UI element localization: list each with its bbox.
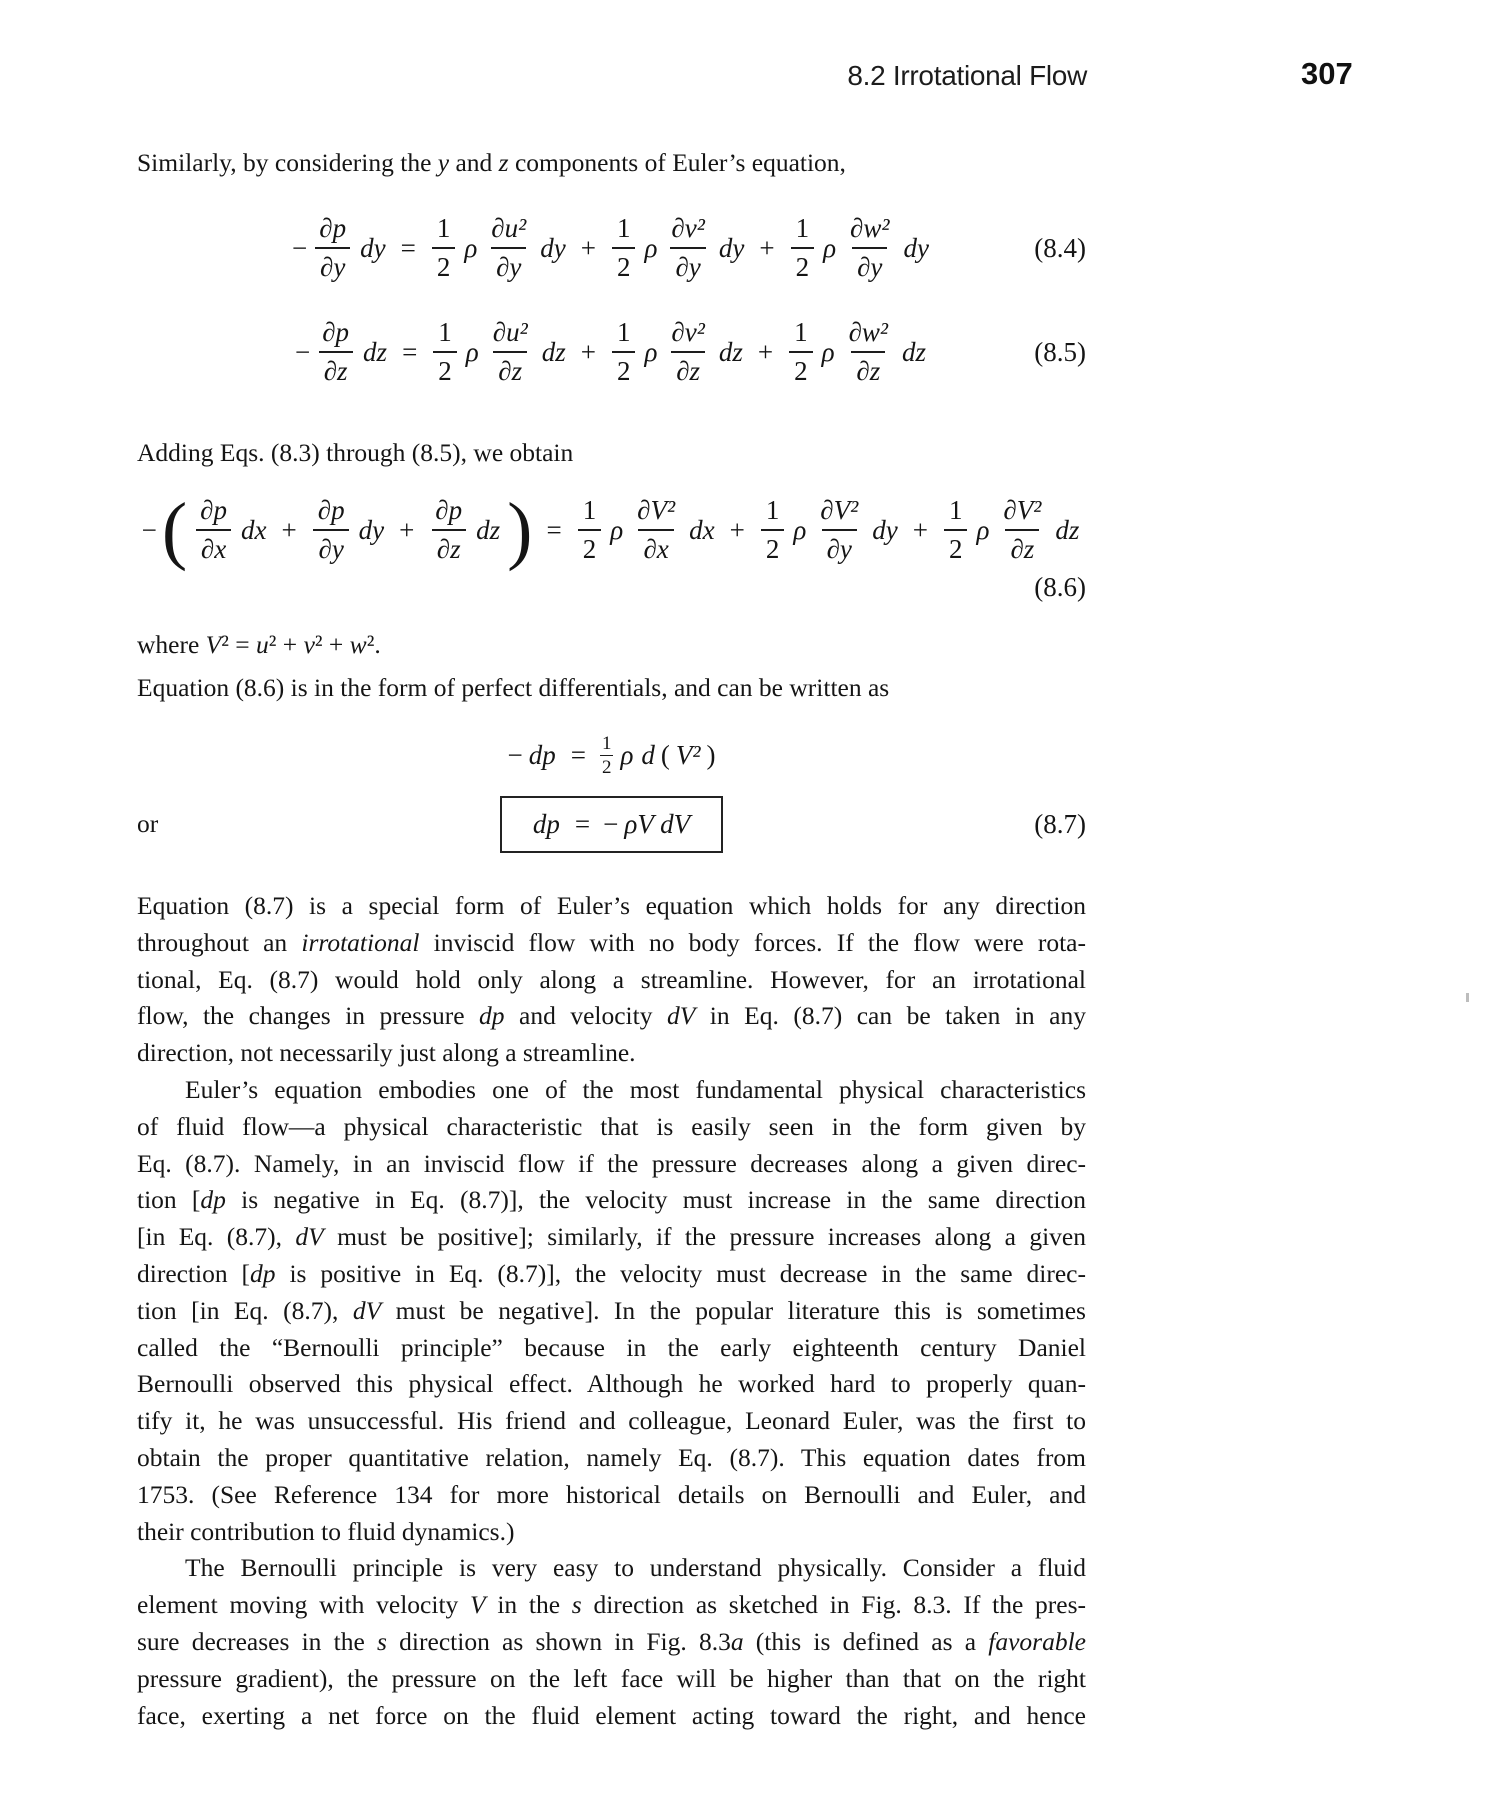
- section-header: 8.2 Irrotational Flow: [847, 60, 1087, 91]
- equation-dp-row: [137, 722, 1086, 788]
- equation-8-6: − ( $\frac{\partial p}{\partial x}$ dx + $\frac{\partial p}{\partial y}$ dy + $\frac{\partial p}{\partial z}$ dz ) = $\frac{1}{2}$ ρ $\frac{\text{∂V²}}{\partial x}$ dx + $\frac{1}{2}$ ρ $\frac{\text{∂V²}}{\partial y}$ dy + $\frac{1}{2}$ ρ $\frac{\text{∂V²}}{\partial z}$ dz: [141, 488, 1080, 572]
- text-line: Eq. (8.7). Namely, in an inviscid flow if the pressure decreases along a given direc-: [137, 1148, 1086, 1178]
- text-line: direction [dp is positive in Eq. (8.7)], the velocity must decrease in the same direc-: [137, 1258, 1086, 1288]
- text-line: tify it, he was unsuccessful. His friend and colleague, Leonard Euler, was the first to: [137, 1406, 1086, 1436]
- text-line: face, exerting a net force on the fluid element acting toward the right, and hence: [137, 1700, 1086, 1730]
- page-number: 307: [1301, 56, 1353, 91]
- text-line: called the “Bernoulli principle” because in the early eighteenth century Daniel: [137, 1332, 1086, 1362]
- equation-8-6-row: [137, 478, 1086, 582]
- text-line: of fluid flow—a physical characteristic that is easily seen in the form given by: [137, 1111, 1086, 1141]
- text-line: element moving with velocity V in the s direction as sketched in Fig. 8.3. If the pres-: [137, 1590, 1086, 1620]
- equation-8-7-boxed: dp = − ρV dV: [500, 796, 723, 853]
- equation-number-8-6: (8.6): [1034, 572, 1086, 602]
- equation-dp: − dp = $\frac{1}{2}$ ρ d ( V² ): [507, 732, 716, 778]
- text-line: flow, the changes in pressure dp and velocity dV in Eq. (8.7) can be taken in any: [137, 1001, 1086, 1031]
- text-line: tion [dp is negative in Eq. (8.7)], the velocity must increase in the same direction: [137, 1185, 1086, 1215]
- equation-8-4-row: [137, 196, 1086, 300]
- equation-number-8-5: (8.5): [1034, 336, 1086, 367]
- equation-8-4: − $\frac{\partial p}{\partial y}$ dy = $\frac{1}{2}$ ρ $\frac{\text{∂u²}}{\partial y}$ dy + $\frac{1}{2}$ ρ $\frac{\text{∂v²}}{\partial y}$ dy + $\frac{1}{2}$ ρ $\frac{\text{∂w²}}{\partial y}$ dy: [292, 213, 929, 282]
- where-line: where V² = u² + v² + w².: [137, 630, 381, 659]
- text-line: [in Eq. (8.7), dV must be positive]; similarly, if the pressure increases along a given: [137, 1222, 1086, 1252]
- or-label: or: [137, 809, 159, 838]
- equation-8-7-row: [137, 791, 1086, 857]
- body-paragraphs: [137, 888, 1086, 1734]
- text-line: obtain the proper quantitative relation, namely Eq. (8.7). This equation dates from: [137, 1442, 1086, 1472]
- text-line: pressure gradient), the pressure on the left face will be higher than that on the right: [137, 1663, 1086, 1693]
- text-line: tional, Eq. (8.7) would hold only along a streamline. However, for an irrotational: [137, 964, 1086, 994]
- text-line: Equation (8.7) is a special form of Euler’s equation which holds for any direction: [137, 891, 1086, 920]
- text-line: direction, not necessarily just along a streamline.: [137, 1038, 636, 1068]
- perfect-differentials-line: Equation (8.6) is in the form of perfect differentials, and can be written as: [137, 673, 890, 702]
- text-line: 1753. (See Reference 134 for more historical details on Bernoulli and Euler, and: [137, 1479, 1086, 1509]
- scan-artifact-tick: [1466, 993, 1469, 1002]
- text-line: sure decreases in the s direction as shown in Fig. 8.3a (this is defined as a favorable: [137, 1626, 1086, 1656]
- text-line: throughout an irrotational inviscid flow with no body forces. If the flow were rota-: [137, 927, 1086, 957]
- adding-line: Adding Eqs. (8.3) through (8.5), we obtain: [137, 438, 574, 467]
- text-line: Euler’s equation embodies one of the most fundamental physical characteristics: [185, 1074, 1086, 1104]
- equation-number-8-4: (8.4): [1034, 232, 1086, 263]
- equation-8-5-row: [137, 300, 1086, 404]
- text-line: tion [in Eq. (8.7), dV must be negative]. In the popular literature this is sometimes: [137, 1295, 1086, 1325]
- equation-number-8-7: (8.7): [1034, 808, 1086, 839]
- text-line: their contribution to fluid dynamics.): [137, 1516, 515, 1546]
- equation-8-5: − $\frac{\partial p}{\partial z}$ dz = $\frac{1}{2}$ ρ $\frac{\text{∂u²}}{\partial z}$ dz + $\frac{1}{2}$ ρ $\frac{\text{∂v²}}{\partial z}$ dz + $\frac{1}{2}$ ρ $\frac{\text{∂w²}}{\partial z}$ dz: [294, 317, 927, 386]
- text-line: The Bernoulli principle is very easy to understand physically. Consider a fluid: [185, 1553, 1086, 1583]
- text-line: Bernoulli observed this physical effect. Although he worked hard to properly quan-: [137, 1369, 1086, 1399]
- intro-line: Similarly, by considering the y and z components of Euler’s equation,: [137, 148, 846, 177]
